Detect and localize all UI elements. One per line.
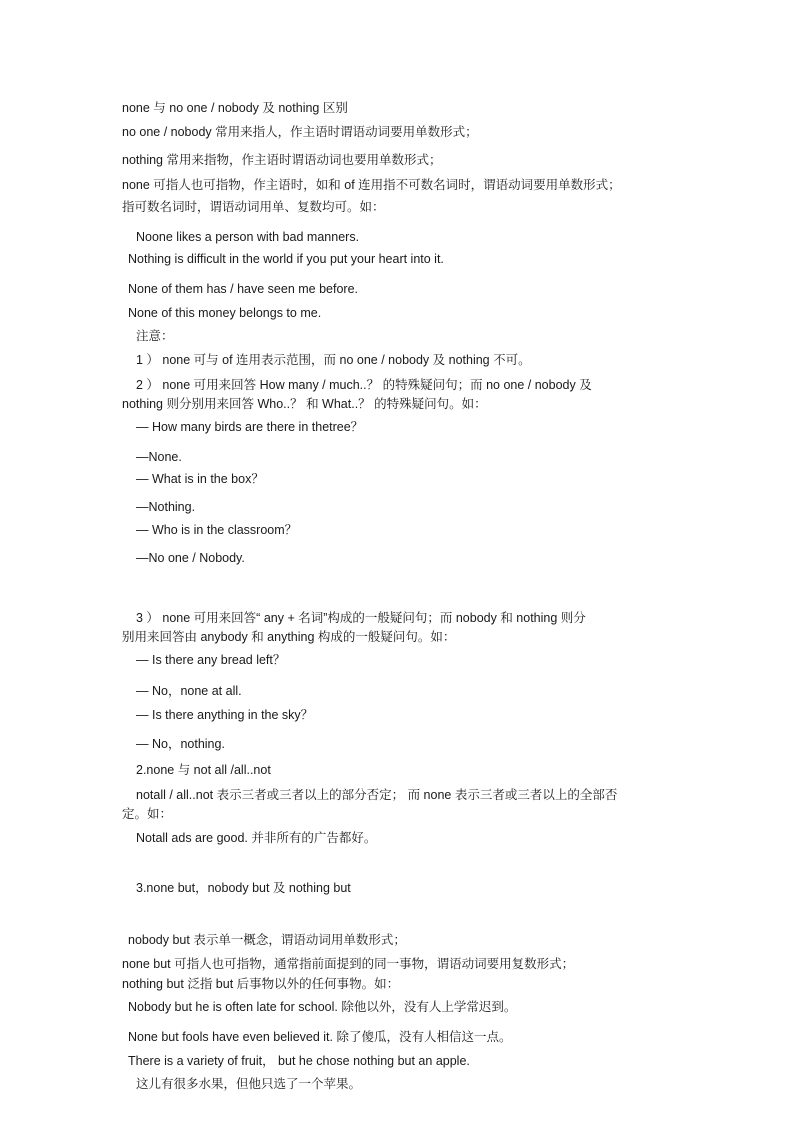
rule-nothing-but: nothing but 泛指 but 后事物以外的任何事物。如：	[122, 977, 400, 991]
dialog-answer: — No，nothing.	[136, 737, 225, 751]
note-item-1: 1 ） none 可与 of 连用表示范围，而 no one / nobody 及 nothing 不可。	[136, 353, 531, 367]
example-sentence: Nobody but he is often late for school. 除他以外，没有人上学常迟到。	[128, 1000, 517, 1014]
note-item-2-line2: nothing 则分别用来回答 Who..？ 和 What..？ 的特殊疑问句。如：	[122, 397, 487, 411]
dialog-question: — Is there any bread left？	[136, 653, 286, 667]
example-sentence: Notall ads are good. 并非所有的广告都好。	[136, 831, 377, 845]
rule-none-but: none but 可指人也可指物，通常指前面提到的同一事物，谓语动词要用复数形式；	[122, 957, 575, 971]
rule-nobody-but: nobody but 表示单一概念，谓语动词用单数形式；	[128, 933, 406, 947]
dialog-question: — Is there anything in the sky？	[136, 708, 314, 722]
note-item-2-line1: 2 ） none 可用来回答 How many / much..？ 的特殊疑问句；而 no one / nobody 及	[136, 378, 592, 392]
example-sentence: None of them has / have seen me before.	[128, 282, 358, 296]
rule-notall-line1: notall / all..not 表示三者或三者以上的部分否定； 而 none 表示三者或三者以上的全部否	[136, 788, 618, 802]
rule-none-line2: 指可数名词时，谓语动词用单、复数均可。如：	[122, 200, 385, 214]
example-sentence: None but fools have even believed it. 除了傻瓜，没有人相信这一点。	[128, 1030, 512, 1044]
example-sentence: There is a variety of fruit， but he chose nothing but an apple.	[128, 1054, 470, 1068]
rule-nothing: nothing 常用来指物，作主语时谓语动词也要用单数形式；	[122, 153, 442, 167]
dialog-answer: —Nothing.	[136, 500, 196, 514]
example-translation: 这儿有很多水果，但他只选了一个苹果。	[136, 1077, 362, 1091]
dialog-answer: — No，none at all.	[136, 684, 242, 698]
note-item-3-line1: 3 ） none 可用来回答“ any + 名词”构成的一般疑问句；而 nobody 和 nothing 则分	[136, 611, 586, 625]
dialog-answer: —None.	[136, 450, 182, 464]
section-title-2: 2.none 与 not all /all..not	[136, 763, 271, 777]
dialog-question: — What is in the box？	[136, 472, 264, 486]
dialog-question: — How many birds are there in thetree？	[136, 420, 364, 434]
rule-no-one-nobody: no one / nobody 常用来指人，作主语时谓语动词要用单数形式；	[122, 125, 478, 139]
note-heading: 注意：	[136, 329, 174, 343]
example-sentence: Noone likes a person with bad manners.	[136, 230, 360, 244]
example-sentence: None of this money belongs to me.	[128, 306, 322, 320]
rule-none-line1: none 可指人也可指物，作主语时，如和 of 连用指不可数名词时，谓语动词要用单数形式；	[122, 178, 621, 192]
rule-notall-line2: 定。如：	[122, 807, 173, 821]
dialog-answer: —No one / Nobody.	[136, 551, 245, 565]
section-title-1: none 与 no one / nobody 及 nothing 区别	[122, 101, 348, 115]
dialog-question: — Who is in the classroom？	[136, 523, 298, 537]
note-item-3-line2: 别用来回答由 anybody 和 anything 构成的一般疑问句。如：	[122, 630, 456, 644]
example-sentence: Nothing is difficult in the world if you put your heart into it.	[128, 252, 444, 266]
section-title-3: 3.none but，nobody but 及 nothing but	[136, 881, 351, 895]
